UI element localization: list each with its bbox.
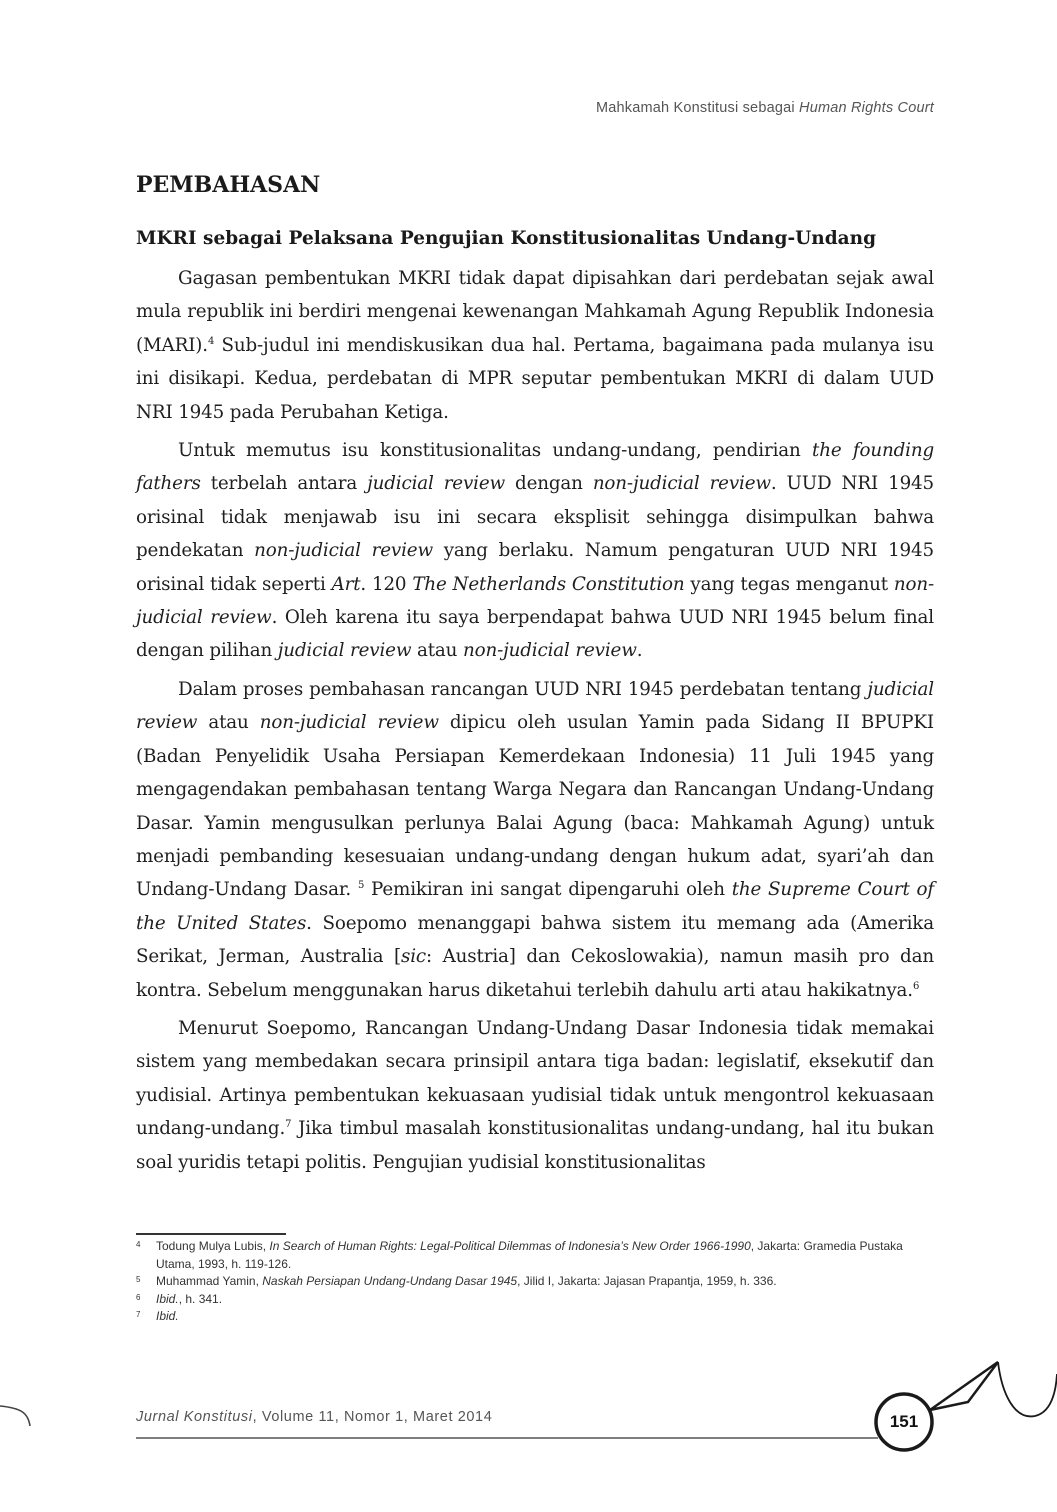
running-header-plain: Mahkamah Konstitusi sebagai: [595, 100, 795, 116]
text-run: . UUD NRI 1945 orisinal tidak menjawab isu ini secara eksplisit sehingga disimpulkan bahwa pendekatan: [136, 473, 935, 562]
text-run: yang berlaku. Namum pengaturan UUD NRI 1945 orisinal tidak seperti: [136, 540, 934, 595]
italic-text: The Netherlands Constitution: [412, 573, 685, 595]
text-run: terbelah antara: [200, 473, 368, 495]
issue-info: , Volume 11, Nomor 1, Maret 2014: [252, 1409, 493, 1425]
text-run: . 120: [360, 573, 413, 595]
body-text: [136, 262, 934, 1184]
italic-text: non-judicial review: [592, 473, 771, 495]
text-run: : Austria] dan Cekoslowakia), namun masih pro dan kontra. Sebelum menggunakan harus diketahui terlebih dahulu arti atau hakikatnya.: [136, 946, 934, 1001]
text-run: , Jakarta: Gramedia Pustaka Utama, 1993, h. 119-126.: [156, 1239, 903, 1271]
journal-name: Jurnal Konstitusi: [136, 1409, 253, 1425]
italic-text: the Supreme Court of the United States: [136, 879, 934, 934]
italic-text: Ibid.: [156, 1309, 179, 1323]
footnote-number: 5: [136, 1275, 141, 1284]
text-run: Jika timbul masalah konstitusionalitas undang-undang, hal itu bukan soal yuridis tetapi politis. Pengujian yudisial konstitusionalitas: [136, 1118, 934, 1173]
section-title: PEMBAHASAN: [136, 172, 321, 198]
italic-text: judicial review: [277, 640, 412, 662]
text-run: yang tegas menganut: [684, 573, 894, 595]
footnote: [136, 1273, 936, 1291]
text-run: . Oleh karena itu saya berpendapat bahwa UUD NRI 1945 belum final dengan pilihan: [136, 607, 934, 662]
text-run: . Soepomo menanggapi bahwa sistem itu memang ada (Amerika Serikat, Jerman, Australia [: [136, 912, 934, 968]
footnote-ref: 6: [912, 980, 920, 992]
text-run: Sub-judul ini mendiskusikan dua hal. Pertama, bagaimana pada mulanya isu ini disikapi. Kedua, perdebatan di MPR seputar pembentukan MKRI di dalam UUD NRI 1945 pada Perubahan Ketiga.: [136, 334, 934, 423]
text-run: dengan: [505, 473, 593, 495]
italic-text: sic: [400, 946, 426, 968]
italic-text: the founding fathers: [136, 440, 935, 495]
text-run: Muhammad Yamin,: [156, 1274, 263, 1288]
footnote-ref: 4: [207, 335, 215, 347]
text-run: atau: [197, 712, 260, 734]
footnote-divider: [136, 1233, 286, 1235]
page-number: 151: [889, 1412, 919, 1431]
text-run: Pemikiran ini sangat dipengaruhi oleh: [364, 879, 732, 901]
italic-text: non-judicial review: [462, 640, 637, 662]
italic-text: judicial review: [367, 473, 506, 495]
paragraph: [136, 1012, 934, 1179]
text-run: atau: [411, 640, 463, 662]
text-run: Menurut Soepomo, Rancangan Undang-Undang Dasar Indonesia tidak memakai sistem yang membedakan secara prinsipil antara tiga badan: legislatif, eksekutif dan yudisial. Artinya pembentukan kekuasaan yudisial tidak untuk mengontrol kekuasaan undang-undang.: [136, 1017, 934, 1140]
italic-text: non-judicial review: [259, 712, 439, 734]
italic-text: non-judicial review: [136, 573, 934, 629]
running-header-italic: Human Rights Court: [799, 100, 934, 116]
paragraph: [136, 673, 934, 1007]
paragraph: [136, 434, 934, 668]
paragraph: [136, 262, 934, 429]
italic-text: non-judicial review: [254, 540, 433, 562]
italic-text: In Search of Human Rights: Legal-Political Dilemmas of Indonesia’s New Order 1966-1990: [269, 1239, 751, 1253]
italic-text: Art: [331, 573, 361, 595]
footnote: [136, 1291, 936, 1309]
footnotes: [136, 1238, 936, 1326]
footnote: [136, 1308, 936, 1326]
text-run: Todung Mulya Lubis,: [156, 1239, 270, 1253]
subsection-title: MKRI sebagai Pelaksana Pengujian Konstitusionalitas Undang-Undang: [136, 228, 877, 249]
italic-text: judicial review: [136, 678, 934, 734]
text-run: Gagasan pembentukan MKRI tidak dapat dipisahkan dari perdebatan sejak awal mula republik ini berdiri mengenai kewenangan Mahkamah Agung Republik Indonesia (MARI).: [136, 268, 934, 356]
text-run: Dalam proses pembahasan rancangan UUD NRI 1945 perdebatan tentang: [178, 678, 868, 700]
italic-text: Naskah Persiapan Undang-Undang Dasar 1945: [262, 1274, 518, 1288]
footnote-number: 4: [136, 1240, 141, 1249]
footnote-number: 7: [136, 1310, 141, 1319]
footnote: [136, 1238, 936, 1273]
footnote-number: 6: [136, 1292, 141, 1302]
text-run: , h. 341.: [178, 1291, 223, 1306]
footnote-ref: 5: [357, 880, 365, 892]
footer-journal-info: [136, 1409, 492, 1425]
running-header: [596, 100, 934, 116]
text-run: , Jilid I, Jakarta: Jajasan Prapantja, 1959, h. 336.: [517, 1274, 777, 1288]
footnote-ref: 7: [285, 1119, 292, 1131]
text-run: Untuk memutus isu konstitusionalitas undang-undang, pendirian: [178, 440, 813, 462]
text-run: dipicu oleh usulan Yamin pada Sidang II BPUPKI (Badan Penyelidik Usaha Persiapan Kemerdekaan Indonesia) 11 Juli 1945 yang mengagendakan pembahasan tentang Warga Negara dan Rancangan Undang-Undang Dasar. Yamin mengusulkan perlunya Balai Agung (baca: Mahkamah Agung) untuk menjadi pembanding kesesuaian undang-undang dengan hukum adat, syari’ah dan Undang-Undang Dasar.: [136, 712, 934, 901]
italic-text: Ibid.: [156, 1291, 179, 1306]
text-run: .: [636, 640, 643, 662]
